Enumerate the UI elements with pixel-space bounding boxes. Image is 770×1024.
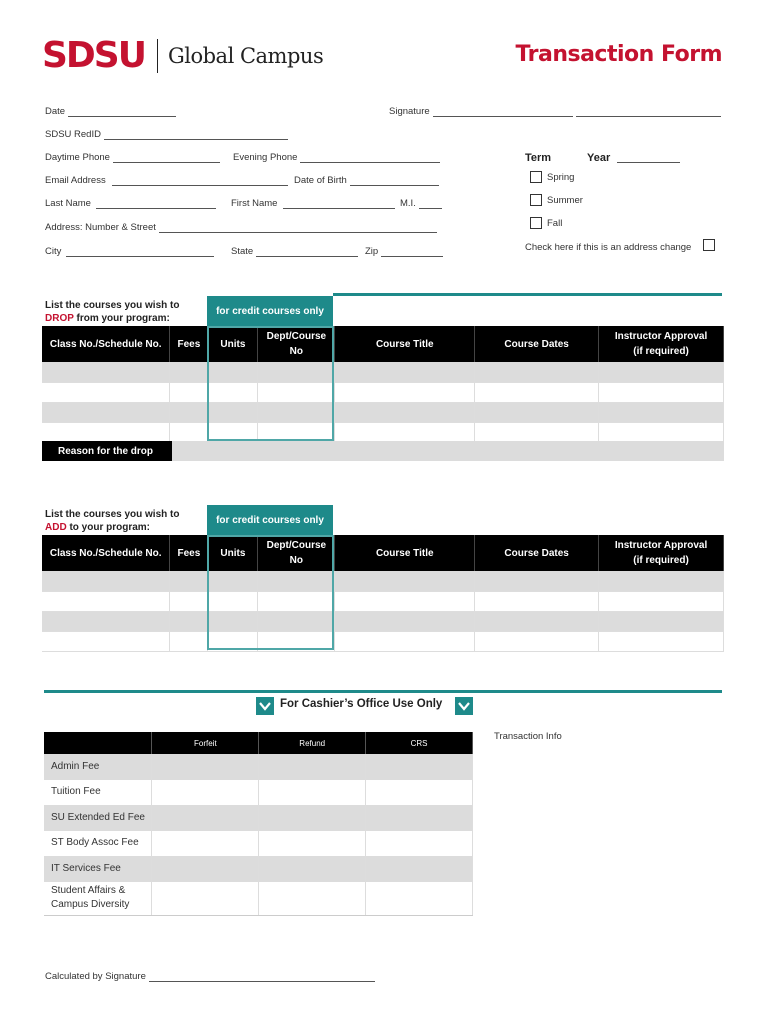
dob-field[interactable]: [294, 175, 439, 186]
fall-label: Fall: [547, 218, 563, 229]
col-dept-course: [258, 535, 335, 571]
col-instructor-approval: [599, 535, 724, 571]
summer-label: Summer: [547, 195, 583, 206]
email-line-1[interactable]: [112, 176, 240, 186]
table-row[interactable]: [42, 571, 724, 591]
table-cell[interactable]: [366, 856, 473, 882]
table-row[interactable]: [42, 422, 724, 442]
mi-label: M.I.: [400, 198, 416, 209]
table-cell[interactable]: [366, 805, 473, 831]
cashier-section-rule: [44, 690, 722, 693]
spring-checkbox[interactable]: [530, 171, 542, 183]
email-field[interactable]: [45, 175, 288, 186]
table-row[interactable]: [42, 382, 724, 402]
year-field[interactable]: [614, 153, 680, 163]
col-approval-line2: (if required): [633, 346, 689, 357]
table-cell[interactable]: [208, 382, 258, 402]
add-verb: ADD: [45, 522, 67, 533]
add-intro: [45, 508, 179, 534]
table-cell[interactable]: [42, 362, 170, 382]
redid-field[interactable]: [45, 129, 288, 140]
redid-line-2[interactable]: [232, 130, 288, 140]
table-cell[interactable]: [258, 591, 335, 611]
table-cell[interactable]: [42, 591, 170, 611]
table-cell[interactable]: [170, 611, 208, 631]
table-cell[interactable]: [170, 402, 208, 422]
table-cell[interactable]: [259, 831, 366, 857]
year-heading: Year: [587, 152, 611, 164]
table-cell[interactable]: [258, 402, 335, 422]
table-cell[interactable]: [152, 856, 259, 882]
table-cell[interactable]: [258, 631, 335, 651]
table-cell[interactable]: [335, 382, 475, 402]
signature-line-2[interactable]: [576, 107, 721, 117]
col-class-no: Class No./Schedule No.: [42, 535, 170, 571]
drop-intro-line2: from your program:: [73, 313, 170, 324]
table-cell[interactable]: [170, 382, 208, 402]
table-cell[interactable]: [599, 611, 724, 631]
table-cell[interactable]: [208, 631, 258, 651]
signature-label: Signature: [389, 106, 430, 117]
drop-intro: [45, 299, 179, 325]
fee-col-blank: [44, 732, 152, 754]
table-cell[interactable]: [259, 882, 366, 916]
chevron-down-icon: [455, 697, 473, 715]
first-name-label: First Name: [231, 198, 278, 209]
date-field[interactable]: [45, 106, 176, 117]
table-row[interactable]: [44, 780, 473, 806]
col-dept-line1: Dept/Course: [266, 540, 327, 551]
sdsu-global-campus-logo: [42, 35, 324, 76]
chevron-down-icon: [256, 697, 274, 715]
col-approval-line1: Instructor Approval: [614, 540, 708, 551]
table-row[interactable]: [42, 631, 724, 651]
table-cell[interactable]: [599, 402, 724, 422]
col-units: Units: [208, 326, 258, 362]
table-cell[interactable]: [335, 591, 475, 611]
fee-col-crs: CRS: [366, 732, 473, 754]
table-cell[interactable]: [599, 571, 724, 591]
add-courses-table: [42, 535, 724, 652]
dob-line[interactable]: [350, 176, 439, 186]
table-row[interactable]: [44, 882, 473, 916]
col-approval-line2: (if required): [633, 555, 689, 566]
table-cell[interactable]: [258, 382, 335, 402]
drop-intro-line1: List the courses you wish to: [45, 300, 180, 311]
table-cell[interactable]: [259, 856, 366, 882]
zip-label: Zip: [365, 246, 379, 257]
table-cell[interactable]: [335, 422, 475, 442]
zip-line[interactable]: [381, 247, 443, 257]
summer-checkbox[interactable]: [530, 194, 542, 206]
cashier-fee-table: [44, 732, 473, 916]
table-row[interactable]: [42, 611, 724, 631]
table-cell[interactable]: [152, 805, 259, 831]
logo-divider: [157, 39, 158, 73]
col-approval-line1: Instructor Approval: [614, 331, 708, 342]
drop-reason-input[interactable]: [172, 441, 724, 461]
address-line-1[interactable]: [159, 223, 239, 233]
state-label: State: [231, 246, 254, 257]
daytime-phone-field[interactable]: [45, 152, 220, 163]
calculated-by-field[interactable]: [45, 971, 375, 982]
email-line-2[interactable]: [240, 176, 288, 186]
fee-row-label: Admin Fee: [44, 754, 152, 780]
fee-row-label: IT Services Fee: [44, 856, 152, 882]
table-cell[interactable]: [152, 780, 259, 806]
drop-reason-row[interactable]: [42, 441, 724, 461]
table-cell[interactable]: [475, 382, 599, 402]
term-heading: Term: [525, 152, 552, 164]
table-row[interactable]: [44, 805, 473, 831]
date-label: Date: [45, 106, 66, 117]
col-course-title: Course Title: [335, 326, 475, 362]
fee-row-label: Tuition Fee: [44, 780, 152, 806]
add-intro-line2: to your program:: [66, 522, 151, 533]
table-cell[interactable]: [208, 571, 258, 591]
drop-credit-tab: for credit courses only: [207, 296, 333, 326]
fee-row-label: [44, 882, 152, 916]
col-dept-line2: No: [289, 555, 304, 566]
cashier-title: For Cashier’s Office Use Only: [276, 698, 446, 710]
table-cell[interactable]: [42, 611, 170, 631]
col-fees: Fees: [170, 326, 208, 362]
col-dept-line1: Dept/Course: [266, 331, 327, 342]
add-credit-tab: for credit courses only: [207, 505, 333, 535]
col-course-title: Course Title: [335, 535, 475, 571]
zip-field[interactable]: [365, 246, 443, 257]
table-cell[interactable]: [335, 631, 475, 651]
last-name-field[interactable]: [45, 198, 216, 209]
fee-col-forfeit: Forfeit: [152, 732, 259, 754]
table-row[interactable]: [42, 591, 724, 611]
table-cell[interactable]: [259, 754, 366, 780]
table-cell[interactable]: [475, 362, 599, 382]
city-field[interactable]: [45, 246, 214, 257]
year-line[interactable]: [617, 153, 680, 163]
table-row[interactable]: [42, 362, 724, 382]
table-cell[interactable]: [170, 362, 208, 382]
transaction-info-label: Transaction Info: [494, 731, 562, 742]
col-course-dates: Course Dates: [475, 326, 599, 362]
fee-row-label: SU Extended Ed Fee: [44, 805, 152, 831]
table-cell[interactable]: [366, 754, 473, 780]
city-label: City: [45, 246, 62, 257]
first-name-field[interactable]: [231, 198, 395, 209]
table-cell[interactable]: [335, 402, 475, 422]
mi-line[interactable]: [419, 199, 442, 209]
table-cell[interactable]: [366, 882, 473, 916]
fee-row-label-line2: Campus Diversity: [51, 899, 130, 911]
logo-sdsu-wordmark: SDSU: [42, 35, 145, 76]
table-cell[interactable]: [42, 422, 170, 442]
drop-courses-table: [42, 326, 724, 443]
table-cell[interactable]: [475, 571, 599, 591]
table-cell[interactable]: [475, 631, 599, 651]
table-cell[interactable]: [475, 422, 599, 442]
table-cell[interactable]: [152, 882, 259, 916]
address-line-2[interactable]: [239, 223, 437, 233]
dob-label: Date of Birth: [294, 175, 347, 186]
table-cell[interactable]: [170, 631, 208, 651]
state-line[interactable]: [256, 247, 358, 257]
table-row[interactable]: [44, 831, 473, 857]
table-cell[interactable]: [42, 631, 170, 651]
table-cell[interactable]: [599, 422, 724, 442]
form-title: Transaction Form: [515, 42, 722, 67]
fee-row-label: ST Body Assoc Fee: [44, 831, 152, 857]
evening-phone-field[interactable]: [233, 152, 440, 163]
evening-phone-line[interactable]: [300, 153, 440, 163]
address-change-label: Check here if this is an address change: [525, 242, 692, 253]
table-cell[interactable]: [475, 402, 599, 422]
table-cell[interactable]: [170, 422, 208, 442]
drop-section-rule: [333, 293, 722, 296]
table-row[interactable]: [44, 754, 473, 780]
table-cell[interactable]: [170, 571, 208, 591]
table-cell[interactable]: [335, 362, 475, 382]
table-cell[interactable]: [42, 402, 170, 422]
table-cell[interactable]: [599, 362, 724, 382]
col-instructor-approval: [599, 326, 724, 362]
email-label: Email Address: [45, 175, 106, 186]
add-intro-line1: List the courses you wish to: [45, 509, 180, 520]
table-cell[interactable]: [152, 831, 259, 857]
state-field[interactable]: [231, 246, 358, 257]
redid-line-1[interactable]: [104, 130, 232, 140]
calculated-by-label: Calculated by Signature: [45, 971, 146, 982]
col-class-no: Class No./Schedule No.: [42, 326, 170, 362]
col-units: Units: [208, 535, 258, 571]
last-name-label: Last Name: [45, 198, 91, 209]
fall-checkbox[interactable]: [530, 217, 542, 229]
logo-unit-name: Global Campus: [167, 44, 324, 68]
table-row[interactable]: [42, 402, 724, 422]
calculated-by-line-1[interactable]: [149, 972, 233, 982]
col-dept-course: [258, 326, 335, 362]
table-cell[interactable]: [208, 611, 258, 631]
redid-label: SDSU RedID: [45, 129, 101, 140]
table-cell[interactable]: [335, 611, 475, 631]
table-cell[interactable]: [335, 571, 475, 591]
drop-verb: DROP: [45, 313, 74, 324]
table-cell[interactable]: [258, 362, 335, 382]
table-cell[interactable]: [475, 591, 599, 611]
daytime-phone-line[interactable]: [113, 153, 220, 163]
table-cell[interactable]: [258, 422, 335, 442]
table-cell[interactable]: [366, 831, 473, 857]
table-cell[interactable]: [42, 571, 170, 591]
address-label: Address: Number & Street: [45, 222, 156, 233]
spring-label: Spring: [547, 172, 575, 183]
fee-row-label-line1: Student Affairs &: [51, 885, 126, 897]
table-cell[interactable]: [152, 754, 259, 780]
table-cell[interactable]: [208, 422, 258, 442]
table-cell[interactable]: [599, 631, 724, 651]
signature-line-1[interactable]: [433, 107, 573, 117]
table-cell[interactable]: [42, 382, 170, 402]
evening-phone-label: Evening Phone: [233, 152, 298, 163]
date-line[interactable]: [68, 107, 176, 117]
table-cell[interactable]: [599, 591, 724, 611]
table-cell[interactable]: [258, 571, 335, 591]
mi-field[interactable]: [400, 198, 442, 209]
address-field[interactable]: [45, 222, 437, 233]
address-change-checkbox[interactable]: [703, 239, 715, 251]
signature-field[interactable]: [389, 106, 721, 117]
col-course-dates: Course Dates: [475, 535, 599, 571]
table-cell[interactable]: [208, 591, 258, 611]
last-name-line[interactable]: [96, 199, 216, 209]
table-cell[interactable]: [475, 611, 599, 631]
calculated-by-line-2[interactable]: [233, 972, 375, 982]
table-row[interactable]: [44, 856, 473, 882]
col-dept-line2: No: [289, 346, 304, 357]
table-cell[interactable]: [259, 780, 366, 806]
table-cell[interactable]: [366, 780, 473, 806]
city-line[interactable]: [66, 247, 214, 257]
table-cell[interactable]: [208, 362, 258, 382]
table-cell[interactable]: [208, 402, 258, 422]
table-cell[interactable]: [258, 611, 335, 631]
first-name-line[interactable]: [283, 199, 395, 209]
col-fees: Fees: [170, 535, 208, 571]
daytime-phone-label: Daytime Phone: [45, 152, 110, 163]
table-cell[interactable]: [259, 805, 366, 831]
fee-col-refund: Refund: [259, 732, 366, 754]
table-cell[interactable]: [170, 591, 208, 611]
table-cell[interactable]: [599, 382, 724, 402]
drop-reason-label: Reason for the drop: [42, 441, 172, 461]
